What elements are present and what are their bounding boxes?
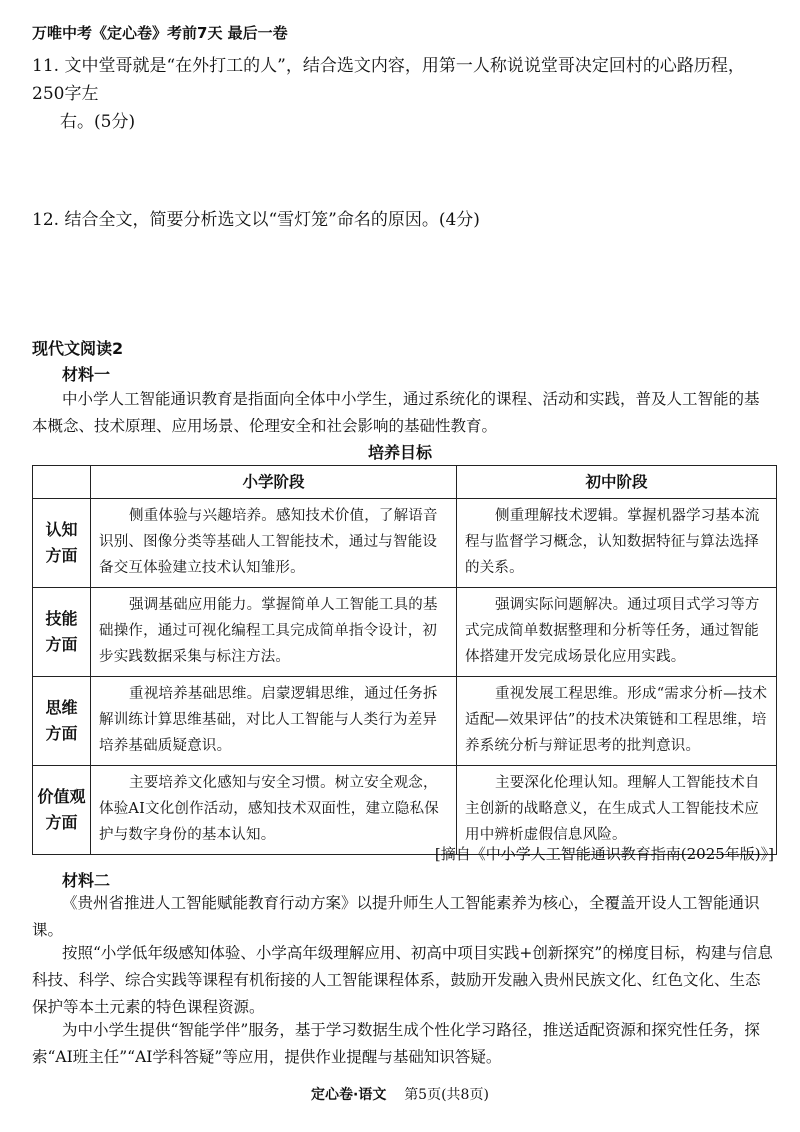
row-aspect bbox=[33, 588, 91, 677]
goals-table bbox=[32, 465, 777, 855]
table-header-junior: 初中阶段 bbox=[457, 466, 777, 499]
junior-cell: 强调实际问题解决。通过项目式学习等方式完成简单数据整理和分析等任务，通过智能体搭建开发完成场景化应用实践。 bbox=[457, 588, 777, 677]
junior-cell: 主要深化伦理认知。理解人工智能技术自主创新的战略意义，在生成式人工智能技术应用中辨析虚假信息风险。 bbox=[457, 766, 777, 855]
question-12: 12. 结合全文，简要分析选文以“雪灯笼”命名的原因。(4分) bbox=[32, 210, 480, 230]
table-row bbox=[33, 677, 777, 766]
row-aspect bbox=[33, 677, 91, 766]
material-2-paragraph: 《贵州省推进人工智能赋能教育行动方案》以提升师生人工智能素养为核心，全覆盖开设人工智能通识课。 bbox=[32, 894, 760, 939]
aspect-line: 价值观 bbox=[37, 787, 86, 806]
aspect-line: 方面 bbox=[45, 546, 78, 565]
aspect-line: 技能 bbox=[45, 609, 78, 628]
question-11 bbox=[32, 52, 772, 136]
junior-cell: 重视发展工程思维。形成“需求分析—技术适配—效果评估”的技术决策链和工程思维，培养系统分析与辩证思考的批判意识。 bbox=[457, 677, 777, 766]
footer-page-number: 第5页(共8页) bbox=[404, 1087, 489, 1103]
primary-cell: 重视培养基础思维。启蒙逻辑思维，通过任务拆解训练计算思维基础，对比人工智能与人类行为差异培养基础质疑意识。 bbox=[91, 677, 457, 766]
aspect-line: 思维 bbox=[45, 698, 78, 717]
aspect-line: 方面 bbox=[45, 724, 78, 743]
row-aspect bbox=[33, 499, 91, 588]
primary-cell: 侧重体验与兴趣培养。感知技术价值，了解语音识别、图像分类等基础人工智能技术，通过与智能设备交互体验建立技术认知雏形。 bbox=[91, 499, 457, 588]
table-row bbox=[33, 766, 777, 855]
page-header: 万唯中考《定心卷》考前7天 最后一卷 bbox=[32, 24, 288, 42]
table-header-primary: 小学阶段 bbox=[91, 466, 457, 499]
page-footer bbox=[0, 1084, 800, 1104]
table-source: [摘自《中小学人工智能通识教育指南(2025年版)》] bbox=[434, 845, 774, 863]
table-row bbox=[33, 588, 777, 677]
primary-cell: 强调基础应用能力。掌握简单人工智能工具的基础操作，通过可视化编程工具完成简单指令设计，初步实践数据采集与标注方法。 bbox=[91, 588, 457, 677]
table-title: 培养目标 bbox=[367, 443, 432, 462]
aspect-line: 认知 bbox=[45, 520, 78, 539]
question-11-text: 11. 文中堂哥就是“在外打工的人”，结合选文内容，用第一人称说说堂哥决定回村的心路历程，250字左 bbox=[32, 56, 745, 104]
material-1-text: 中小学人工智能通识教育是指面向全体中小学生，通过系统化的课程、活动和实践，普及人工智能的基本概念、技术原理、应用场景、伦理安全和社会影响的基础性教育。 bbox=[32, 390, 760, 435]
question-11-text-cont: 右。(5分) bbox=[60, 112, 136, 132]
primary-cell: 主要培养文化感知与安全习惯。树立安全观念，体验AI文化创作活动，感知技术双面性，建立隐私保护与数字身份的基本认知。 bbox=[91, 766, 457, 855]
row-aspect bbox=[33, 766, 91, 855]
material-2-paragraph: 为中小学生提供“智能学伴”服务，基于学习数据生成个性化学习路径，推送适配资源和探究性任务，探索“AI班主任”“AI学科答疑”等应用，提供作业提醒与基础知识答疑。 bbox=[32, 1021, 760, 1066]
footer-brand: 定心卷·语文 bbox=[311, 1087, 387, 1103]
material-2-label: 材料二 bbox=[62, 871, 111, 890]
table-header-row bbox=[33, 466, 777, 499]
table-header-aspect bbox=[33, 466, 91, 499]
section-title: 现代文阅读2 bbox=[32, 339, 124, 358]
material-2-paragraph: 按照“小学低年级感知体验、小学高年级理解应用、初高中项目实践+创新探究”的梯度目标，构建与信息科技、科学、综合实践等课程有机衔接的人工智能课程体系，鼓励开发融入贵州民族文化、红色文化、生态保护等本土元素的特色课程资源。 bbox=[32, 944, 773, 1016]
aspect-line: 方面 bbox=[45, 635, 78, 654]
junior-cell: 侧重理解技术逻辑。掌握机器学习基本流程与监督学习概念，认知数据特征与算法选择的关系。 bbox=[457, 499, 777, 588]
table-row bbox=[33, 499, 777, 588]
material-1-label: 材料一 bbox=[62, 365, 111, 384]
aspect-line: 方面 bbox=[45, 813, 78, 832]
